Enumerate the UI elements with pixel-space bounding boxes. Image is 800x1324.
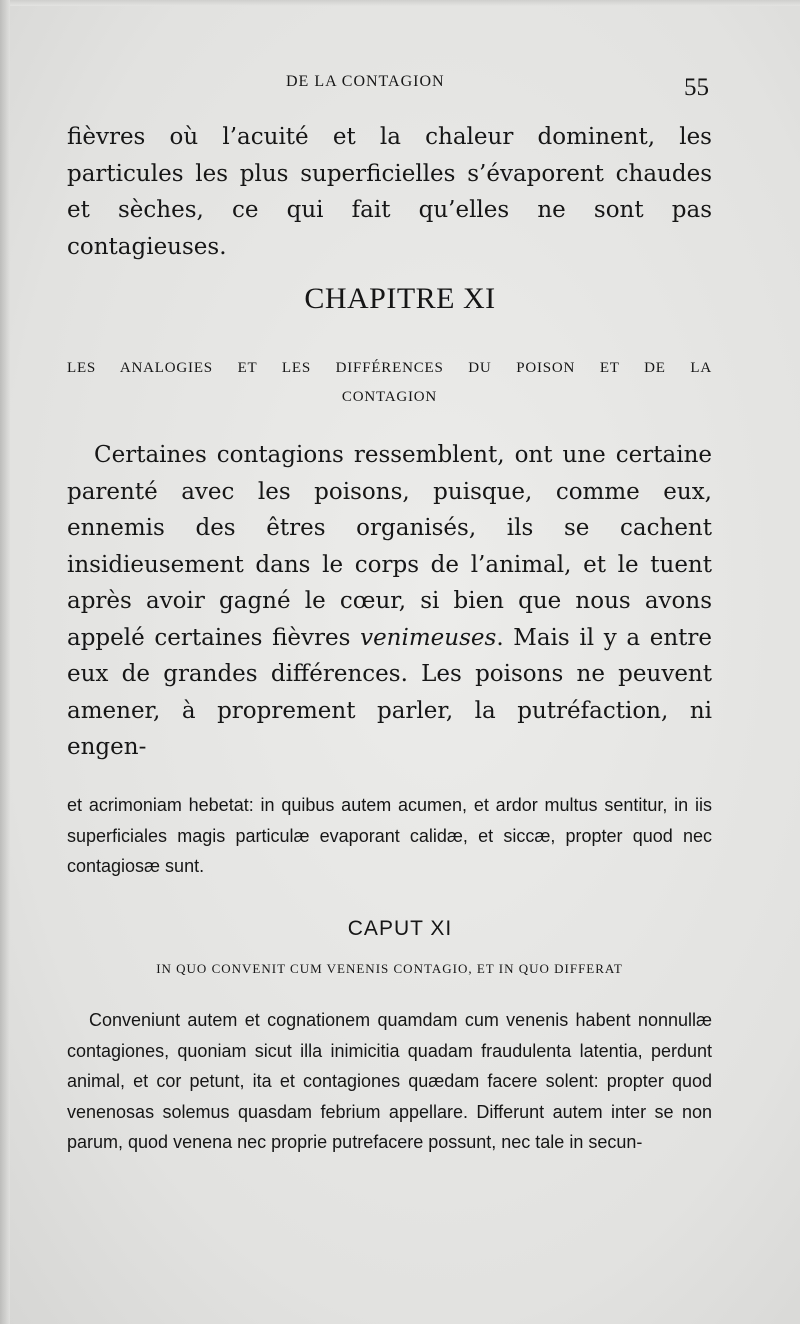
running-title: DE LA CONTAGION [286, 73, 445, 90]
latin-paragraph-chapter-opening: Conveniunt autem et cognationem quamdam cum venenis habent nonnullæ contagiones, quoniam sicut illa inimicitia quadam fraudulenta latentia, perdunt animal, et cor petunt, ita et contagiones quædam facere solent: propter quod venenosas solemus quasdam febrium appellare. Differunt autem inter se non parum, quod venena nec proprie putrefacere possunt, nec tale in secun- [67, 1010, 712, 1152]
chapter-subtitle-line-2: CONTAGION [341, 389, 438, 405]
chapter-subtitle [67, 354, 712, 412]
chapter-subtitle-line-1: LES ANALOGIES ET LES DIFFÉRENCES DU POISON ET DE LA [67, 360, 712, 376]
french-paragraph-chapter-opening [67, 437, 712, 766]
latin-chapter-subtitle: IN QUO CONVENIT CUM VENENIS CONTAGIO, ET IN QUO DIFFERAT [156, 961, 623, 976]
page-top-edge [0, 0, 800, 6]
chapter-title: CHAPITRE XI [304, 282, 496, 315]
french-paragraph-text-start: Certaines contagions ressemblent, ont une certaine parenté avec les poisons, puisque, comme eux, ennemis des êtres organisés, ils se cachent insidieusement dans le corps de l’animal, et le tuent après avoir gagné le cœur, si bien que nous avons appelé certaines fièvres [67, 442, 712, 651]
page-number: 55 [684, 74, 709, 101]
french-paragraph-text-end: . Mais il y a entre eux de grandes différences. Les poisons ne peuvent amener, à proprement parler, la putréfaction, ni engen- [67, 624, 712, 760]
latin-chapter-title: CAPUT XI [347, 917, 453, 940]
french-paragraph-continuation: fièvres où l’acuité et la chaleur dominent, les particules les plus superficielles s’évaporent chaudes et sèches, ce qui fait qu’elles ne sont pas contagieuses. [67, 124, 712, 260]
page-binding-edge [0, 0, 10, 1324]
italic-term: venimeuses [360, 624, 497, 651]
latin-paragraph-continuation: et acrimoniam hebetat: in quibus autem acumen, et ardor multus sentitur, in iis superficiales magis particulæ evaporant calidæ, et siccæ, propter quod nec contagiosæ sunt. [67, 795, 712, 876]
